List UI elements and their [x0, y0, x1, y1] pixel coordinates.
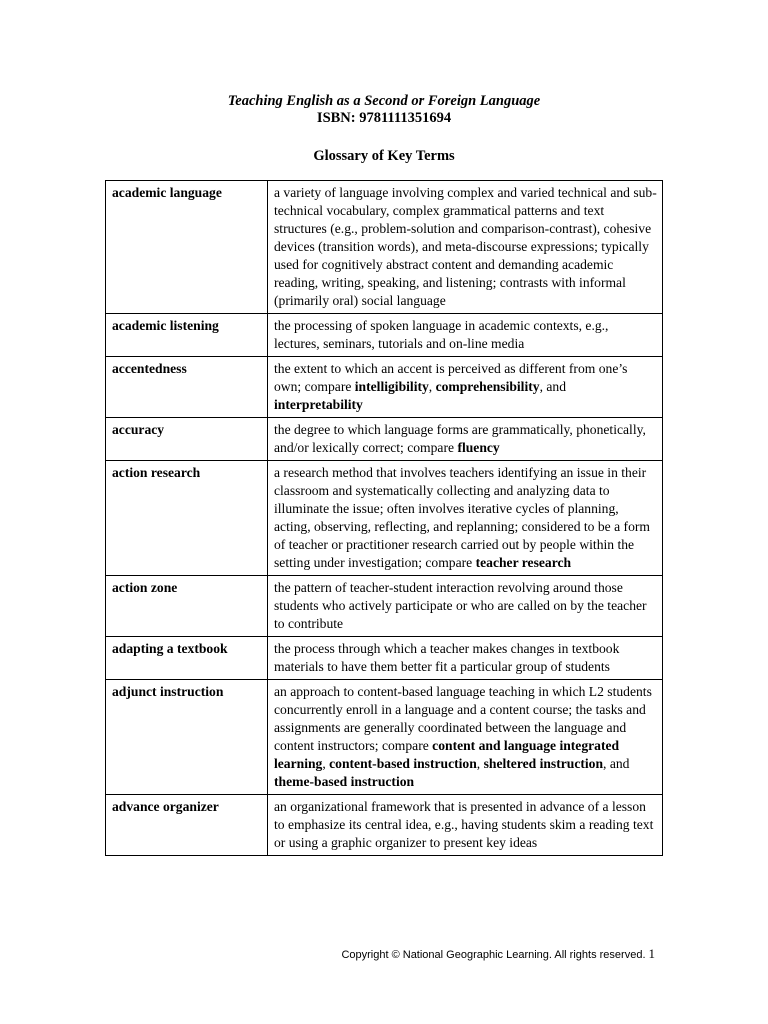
glossary-table	[105, 180, 663, 856]
definition-text: ,	[476, 756, 484, 771]
definition-text: the pattern of teacher-student interaction revolving around those students who actively participate or who are called on by the teacher to contribute	[274, 580, 647, 631]
glossary-body	[106, 181, 663, 856]
definition-text: , and	[603, 756, 630, 771]
glossary-term: academic listening	[106, 314, 268, 357]
cross-reference-term: content-based instruction	[329, 756, 477, 771]
glossary-definition	[268, 576, 663, 637]
definition-text: ,	[322, 756, 330, 771]
cross-reference-term: interpretability	[274, 397, 363, 412]
glossary-definition	[268, 418, 663, 461]
glossary-heading: Glossary of Key Terms	[313, 148, 455, 164]
glossary-term: advance organizer	[106, 795, 268, 856]
glossary-term: adapting a textbook	[106, 637, 268, 680]
cross-reference-term: sheltered instruction	[483, 756, 604, 771]
glossary-definition	[268, 314, 663, 357]
glossary-term: action zone	[106, 576, 268, 637]
glossary-row	[106, 795, 663, 856]
glossary-row	[106, 314, 663, 357]
glossary-definition	[268, 637, 663, 680]
glossary-row	[106, 637, 663, 680]
isbn: ISBN: 9781111351694	[316, 110, 452, 126]
book-title: Teaching English as a Second or Foreign Language	[227, 93, 541, 109]
definition-text: the processing of spoken language in academic contexts, e.g., lectures, seminars, tutorials and on-line media	[274, 318, 609, 351]
cross-reference-term: content and language integrated learning	[274, 738, 620, 771]
definition-text: the process through which a teacher makes changes in textbook materials to have them better fit a particular group of students	[274, 641, 620, 674]
definition-text: a research method that involves teachers identifying an issue in their classroom and systematically collecting and analyzing data to illuminate the issue; often involves iterative cycles of planning, acting, observing, reflecting, and replanning; considered to be a form of teacher or practitioner research carried out by people within the setting under investigation; compare	[274, 465, 650, 570]
cross-reference-term: intelligibility	[354, 379, 429, 394]
page-number: 1	[648, 946, 655, 961]
glossary-definition	[268, 461, 663, 576]
page-footer	[0, 946, 655, 962]
cross-reference-term: teacher research	[475, 555, 572, 570]
definition-text: an approach to content-based language teaching in which L2 students concurrently enroll in a language and a content course; the tasks and assignments are generally coordinated between the language and content instructors; compare	[274, 684, 652, 753]
glossary-term: academic language	[106, 181, 268, 314]
glossary-row	[106, 680, 663, 795]
document-header	[0, 93, 768, 127]
glossary-term: adjunct instruction	[106, 680, 268, 795]
cross-reference-term: theme-based instruction	[274, 774, 415, 789]
definition-text: the extent to which an accent is perceived as different from one’s own; compare	[274, 361, 628, 394]
glossary-row	[106, 181, 663, 314]
glossary-definition	[268, 680, 663, 795]
glossary-definition	[268, 357, 663, 418]
glossary-definition	[268, 181, 663, 314]
glossary-term: accuracy	[106, 418, 268, 461]
glossary-row	[106, 461, 663, 576]
definition-text: ,	[428, 379, 436, 394]
definition-text: an organizational framework that is presented in advance of a lesson to emphasize its central idea, e.g., having students skim a reading text or using a graphic organizer to present key ideas	[274, 799, 654, 850]
definition-text: the degree to which language forms are grammatically, phonetically, and/or lexically correct; compare	[274, 422, 646, 455]
definition-text: , and	[539, 379, 567, 394]
glossary-term: action research	[106, 461, 268, 576]
definition-text: a variety of language involving complex and varied technical and sub-technical vocabulary, complex grammatical patterns and text structures (e.g., problem-solution and comparison-contrast), cohesive devices (transition words), and meta-discourse expressions; typically used for cognitively abstract content and demanding academic reading, writing, speaking, and listening; contrasts with informal (primarily oral) social language	[274, 185, 657, 308]
cross-reference-term: comprehensibility	[435, 379, 540, 394]
glossary-row	[106, 576, 663, 637]
glossary-row	[106, 357, 663, 418]
glossary-definition	[268, 795, 663, 856]
glossary-term: accentedness	[106, 357, 268, 418]
cross-reference-term: fluency	[457, 440, 500, 455]
copyright-notice: Copyright © National Geographic Learning. All rights reserved.	[341, 949, 646, 961]
glossary-row	[106, 418, 663, 461]
